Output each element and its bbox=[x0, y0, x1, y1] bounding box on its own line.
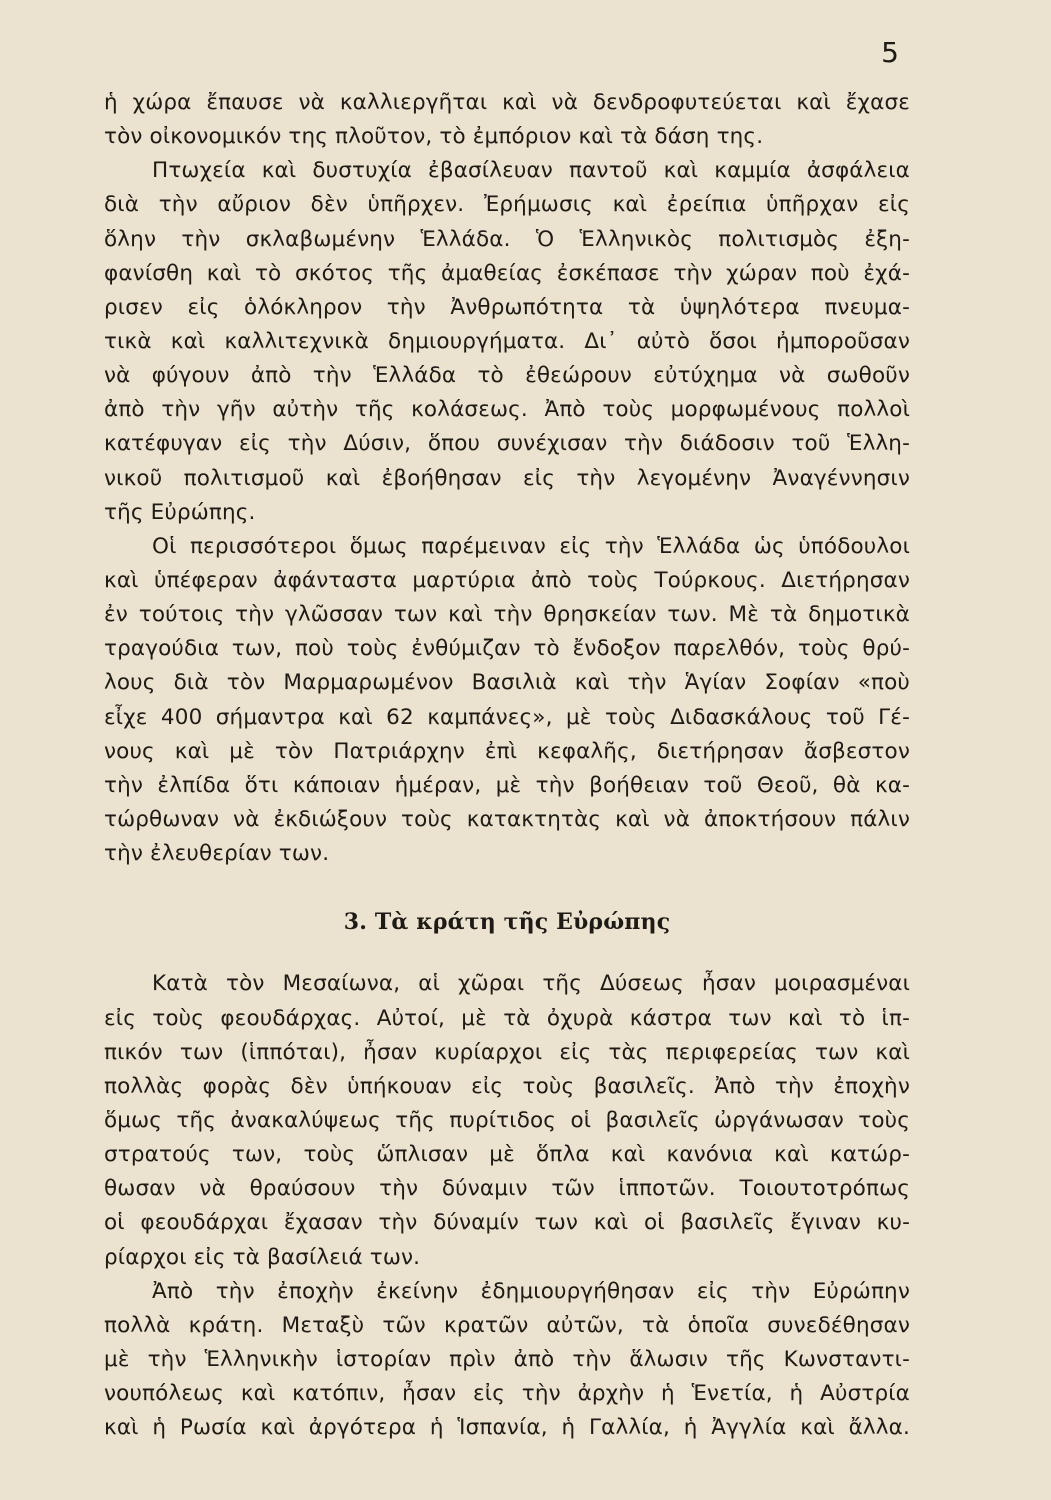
text-line: καὶ ὑπέφεραν ἀφάνταστα μαρτύρια ἀπὸ τοὺς Τούρκους. Διετήρησαν bbox=[104, 567, 910, 593]
text-line: τὴν ἐλπίδα ὅτι κάποιαν ἡμέραν, μὲ τὴν βοήθειαν τοῦ Θεοῦ, θὰ κα- bbox=[104, 772, 910, 798]
text-line: ρισεν εἰς ὁλόκληρον τὴν Ἀνθρωπότητα τὰ ὑψηλότερα πνευμα- bbox=[104, 294, 910, 320]
text-line: εἰς τοὺς φεουδάρχας. Αὐτοί, μὲ τὰ ὀχυρὰ κάστρα των καὶ τὸ ἱπ- bbox=[104, 1005, 910, 1031]
text-line: ρίαρχοι εἰς τὰ βασίλειά των. bbox=[104, 1244, 421, 1270]
text-line: φανίσθη καὶ τὸ σκότος τῆς ἀμαθείας ἐσκέπασε τὴν χώραν ποὺ ἐχά- bbox=[104, 260, 910, 286]
text-line: ὅμως τῆς ἀνακαλύψεως τῆς πυρίτιδος οἱ βασιλεῖς ὠργάνωσαν τοὺς bbox=[104, 1107, 910, 1133]
page-number: 5 bbox=[881, 36, 899, 69]
text-line: ἀπὸ τὴν γῆν αὐτὴν τῆς κολάσεως. Ἀπὸ τοὺς μορφωμένους πολλοὶ bbox=[104, 397, 910, 423]
text-line: τραγούδια των, ποὺ τοὺς ἐνθύμιζαν τὸ ἔνδοξον παρελθόν, τοὺς θρύ- bbox=[104, 636, 910, 662]
text-line: οἱ φεουδάρχαι ἔχασαν τὴν δύναμίν των καὶ οἱ βασιλεῖς ἔγιναν κυ- bbox=[104, 1210, 910, 1236]
text-line: τικὰ καὶ καλλιτεχνικὰ δημιουργήματα. Δι᾽ αὐτὸ ὅσοι ἠμποροῦσαν bbox=[104, 328, 910, 354]
text-line: Ἀπὸ τὴν ἐποχὴν ἐκείνην ἐδημιουργήθησαν εἰς τὴν Εὐρώπην bbox=[152, 1278, 910, 1304]
text-line: στρατούς των, τοὺς ὥπλισαν μὲ ὅπλα καὶ κανόνια καὶ κατώρ- bbox=[104, 1142, 910, 1168]
text-line: καὶ ἡ Ρωσία καὶ ἀργότερα ἡ Ἱσπανία, ἡ Γαλλία, ἡ Ἀγγλία καὶ ἄλλα. bbox=[104, 1415, 910, 1441]
text-line: κατέφυγαν εἰς τὴν Δύσιν, ὅπου συνέχισαν τὴν διάδοσιν τοῦ Ἑλλη- bbox=[104, 431, 910, 457]
body-text bbox=[104, 86, 910, 1445]
text-line: ἡ χώρα ἔπαυσε νὰ καλλιεργῆται καὶ νὰ δενδροφυτεύεται καὶ ἔχασε bbox=[104, 90, 910, 115]
text-line: ὅλην τὴν σκλαβωμένην Ἑλλάδα. Ὁ Ἑλληνικὸς πολιτισμὸς ἐξη- bbox=[104, 226, 910, 252]
text-line: Πτωχεία καὶ δυστυχία ἐβασίλευαν παντοῦ καὶ καμμία ἀσφάλεια bbox=[152, 158, 910, 184]
text-line: ἐν τούτοις τὴν γλῶσσαν των καὶ τὴν θρησκείαν των. Μὲ τὰ δημοτικὰ bbox=[104, 602, 910, 628]
text-line: διὰ τὴν αὔριον δὲν ὑπῆρχεν. Ἐρήμωσις καὶ ἐρείπια ὑπῆρχαν εἰς bbox=[104, 192, 910, 218]
text-line: νους καὶ μὲ τὸν Πατριάρχην ἐπὶ κεφαλῆς, διετήρησαν ἄσβεστον bbox=[104, 738, 910, 764]
text-line: τὸν οἰκονομικόν της πλοῦτον, τὸ ἐμπόριον καὶ τὰ δάση της. bbox=[104, 124, 764, 150]
paragraph-1 bbox=[104, 86, 910, 154]
text-line: νὰ φύγουν ἀπὸ τὴν Ἑλλάδα τὸ ἐθεώρουν εὐτύχημα νὰ σωθοῦν bbox=[104, 363, 910, 389]
text-line: τὴν ἐλευθερίαν των. bbox=[104, 841, 330, 867]
text-line: Κατὰ τὸν Μεσαίωνα, αἱ χῶραι τῆς Δύσεως ἦσαν μοιρασμέναι bbox=[152, 971, 910, 997]
text-line: νουπόλεως καὶ κατόπιν, ἦσαν εἰς τὴν ἀρχὴν ἡ Ἑνετία, ἡ Αὐστρία bbox=[104, 1381, 910, 1407]
text-line: πολλὰ κράτη. Μεταξὺ τῶν κρατῶν αὐτῶν, τὰ ὁποῖα συνεδέθησαν bbox=[104, 1312, 910, 1338]
text-line: εἶχε 400 σήμαντρα καὶ 62 καμπάνες», μὲ τοὺς Διδασκάλους τοῦ Γέ- bbox=[104, 704, 910, 730]
text-line: μὲ τὴν Ἑλληνικὴν ἱστορίαν πρὶν ἀπὸ τὴν ἅλωσιν τῆς Κωνσταντι- bbox=[104, 1346, 910, 1372]
paragraph-2 bbox=[104, 154, 910, 530]
text-line: νικοῦ πολιτισμοῦ καὶ ἐβοήθησαν εἰς τὴν λεγομένην Ἀναγέννησιν bbox=[104, 465, 910, 491]
text-line: πικόν των (ἱππόται), ἦσαν κυρίαρχοι εἰς τὰς περιφερείας των καὶ bbox=[104, 1039, 910, 1065]
text-line: τῆς Εὐρώπης. bbox=[104, 499, 256, 525]
section-heading: 3. Τὰ κράτη τῆς Εὐρώπης bbox=[343, 909, 671, 936]
text-line: τώρθωναν νὰ ἐκδιώξουν τοὺς κατακτητὰς καὶ νὰ ἀποκτήσουν πάλιν bbox=[104, 806, 910, 832]
text-line: λους διὰ τὸν Μαρμαρωμένον Βασιλιὰ καὶ τὴν Ἁγίαν Σοφίαν «ποὺ bbox=[104, 670, 910, 696]
text-line: πολλὰς φορὰς δὲν ὑπήκουαν εἰς τοὺς βασιλεῖς. Ἀπὸ τὴν ἐποχὴν bbox=[104, 1073, 910, 1099]
text-line: θωσαν νὰ θραύσουν τὴν δύναμιν τῶν ἱπποτῶν. Τοιουτοτρόπως bbox=[104, 1176, 910, 1202]
paragraph-4 bbox=[104, 967, 910, 1274]
paragraph-5 bbox=[104, 1275, 910, 1446]
paragraph-3 bbox=[104, 530, 910, 871]
text-line: Οἱ περισσότεροι ὅμως παρέμειναν εἰς τὴν Ἑλλάδα ὡς ὑπόδουλοι bbox=[152, 533, 910, 559]
